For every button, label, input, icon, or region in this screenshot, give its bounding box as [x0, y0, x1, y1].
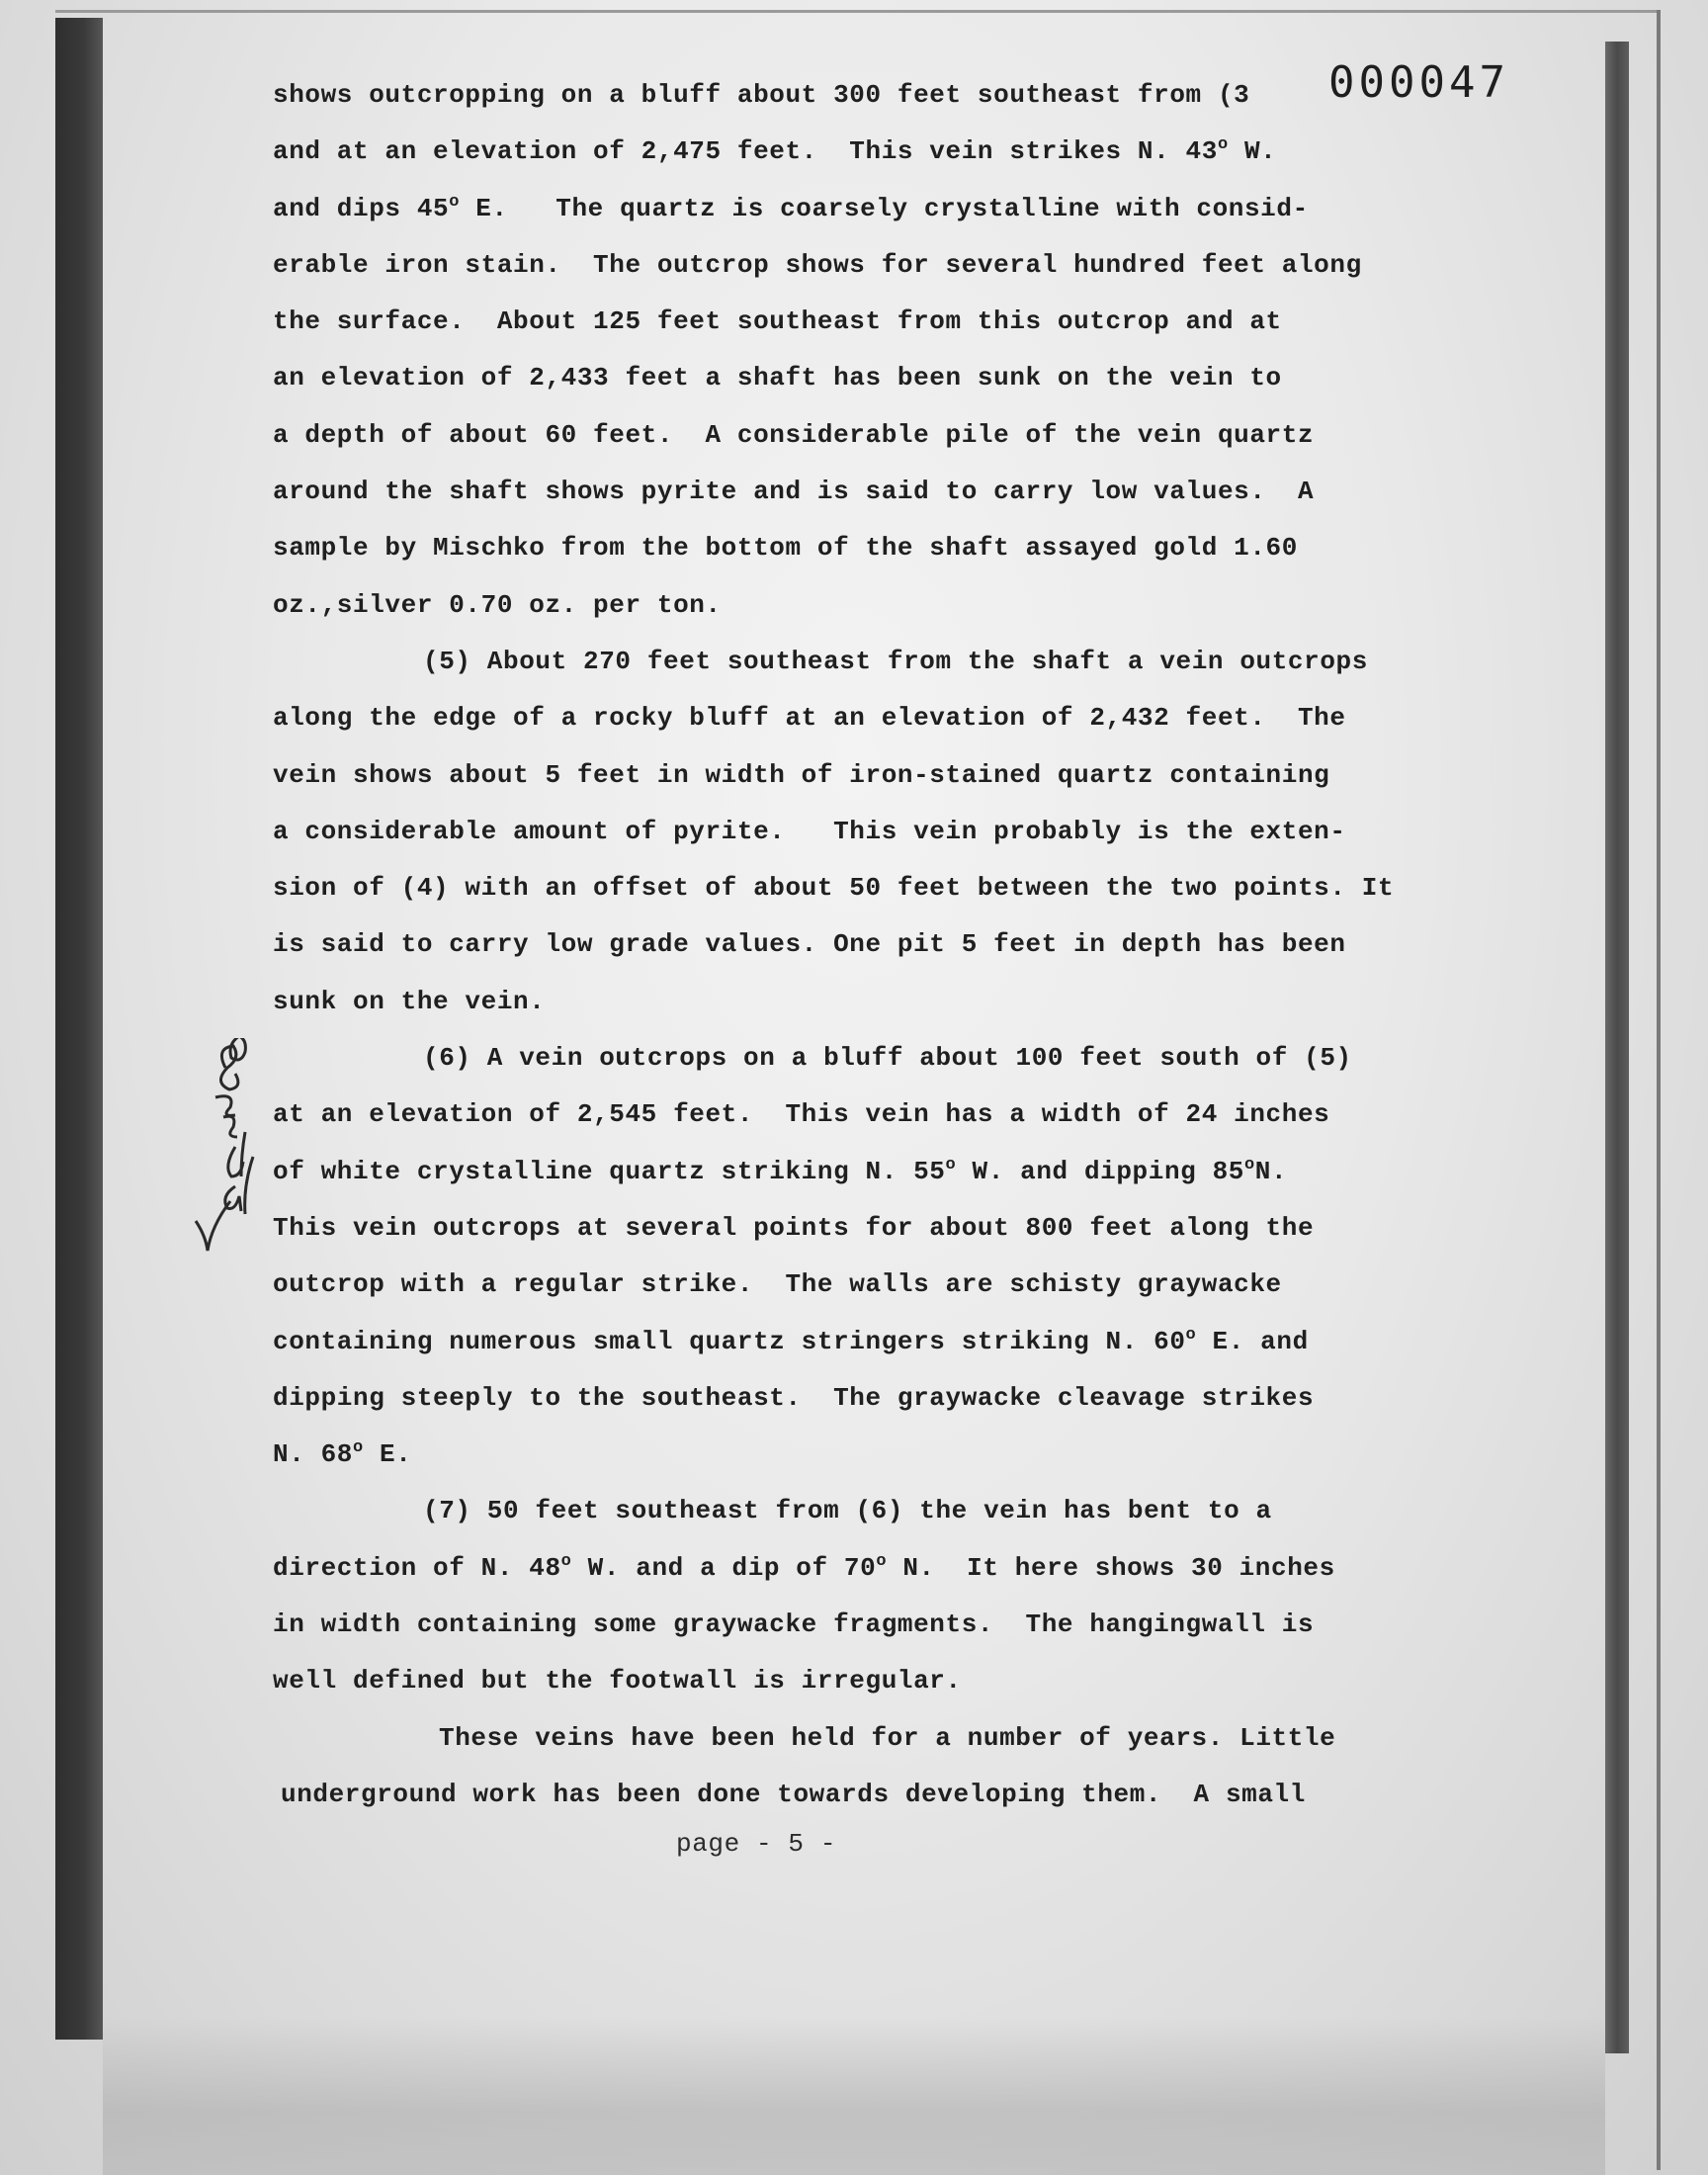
page-bottom-shadow — [103, 2017, 1605, 2175]
text-line: erable iron stain. The outcrop shows for several hundred feet along — [273, 249, 1362, 280]
text-line: in width containing some graywacke fragments. The hangingwall is — [273, 1610, 1315, 1640]
text-line: vein shows about 5 feet in width of iron-stained quartz containing — [273, 759, 1330, 790]
text-line: These veins have been held for a number of years. Little — [439, 1722, 1336, 1753]
text-line: sunk on the vein. — [273, 986, 546, 1016]
text-line: direction of N. 48$^o$ W. and a dip of 70$^o$ N. It here shows 30 inches — [273, 1551, 1335, 1583]
page-right-shadow — [1605, 42, 1629, 2053]
text-line: outcrop with a regular strike. The walls are schisty graywacke — [273, 1269, 1282, 1300]
text-line: N. 68$^o$ E. — [273, 1438, 412, 1470]
text-line: sion of (4) with an offset of about 50 feet between the two points. It — [273, 873, 1395, 904]
text-line: is said to carry low grade values. One pit 5 feet in depth has been — [273, 929, 1346, 960]
text-line: well defined but the footwall is irregular. — [273, 1666, 962, 1696]
page-right-edge — [1657, 10, 1661, 2170]
text-line: the surface. About 125 feet southeast from this outcrop and at — [273, 306, 1282, 337]
text-line: at an elevation of 2,545 feet. This vein has a width of 24 inches — [273, 1099, 1330, 1130]
text-line: (5) About 270 feet southeast from the shaft a vein outcrops — [423, 646, 1368, 676]
page-top-edge — [55, 10, 1661, 13]
text-line: This vein outcrops at several points for about 800 feet along the — [273, 1212, 1315, 1243]
text-line: (6) A vein outcrops on a bluff about 100 feet south of (5) — [423, 1043, 1352, 1074]
page-left-shadow — [55, 18, 103, 2040]
text-line: underground work has been done towards developing them. A small — [281, 1779, 1306, 1809]
text-line: of white crystalline quartz striking N. 55$^o$ W. and dipping 85$^o$N. — [273, 1155, 1288, 1186]
text-line: along the edge of a rocky bluff at an elevation of 2,432 feet. The — [273, 703, 1346, 734]
text-line: and dips 45$^o$ E. The quartz is coarsely crystalline with consid- — [273, 192, 1309, 223]
document-number: 000047 — [1328, 57, 1509, 108]
page-number: page - 5 - — [676, 1829, 837, 1859]
text-line: shows outcropping on a bluff about 300 feet southeast from (3 — [273, 80, 1250, 110]
text-line: containing numerous small quartz stringers striking N. 60$^o$ E. and — [273, 1325, 1309, 1356]
text-line: oz.,silver 0.70 oz. per ton. — [273, 589, 722, 620]
text-line: (7) 50 feet southeast from (6) the vein has bent to a — [423, 1496, 1272, 1526]
text-line: sample by Mischko from the bottom of the shaft assayed gold 1.60 — [273, 533, 1298, 564]
typed-text-body — [273, 67, 1459, 1823]
text-line: around the shaft shows pyrite and is said to carry low values. A — [273, 477, 1315, 507]
text-line: a depth of about 60 feet. A considerable pile of the vein quartz — [273, 419, 1315, 450]
text-line: an elevation of 2,433 feet a shaft has been sunk on the vein to — [273, 363, 1282, 393]
text-line: dipping steeply to the southeast. The graywacke cleavage strikes — [273, 1382, 1315, 1413]
text-line: a considerable amount of pyrite. This vein probably is the exten- — [273, 816, 1346, 846]
handwritten-margin-note — [176, 1038, 295, 1256]
text-line: and at an elevation of 2,475 feet. This vein strikes N. 43$^o$ W. — [273, 135, 1277, 167]
